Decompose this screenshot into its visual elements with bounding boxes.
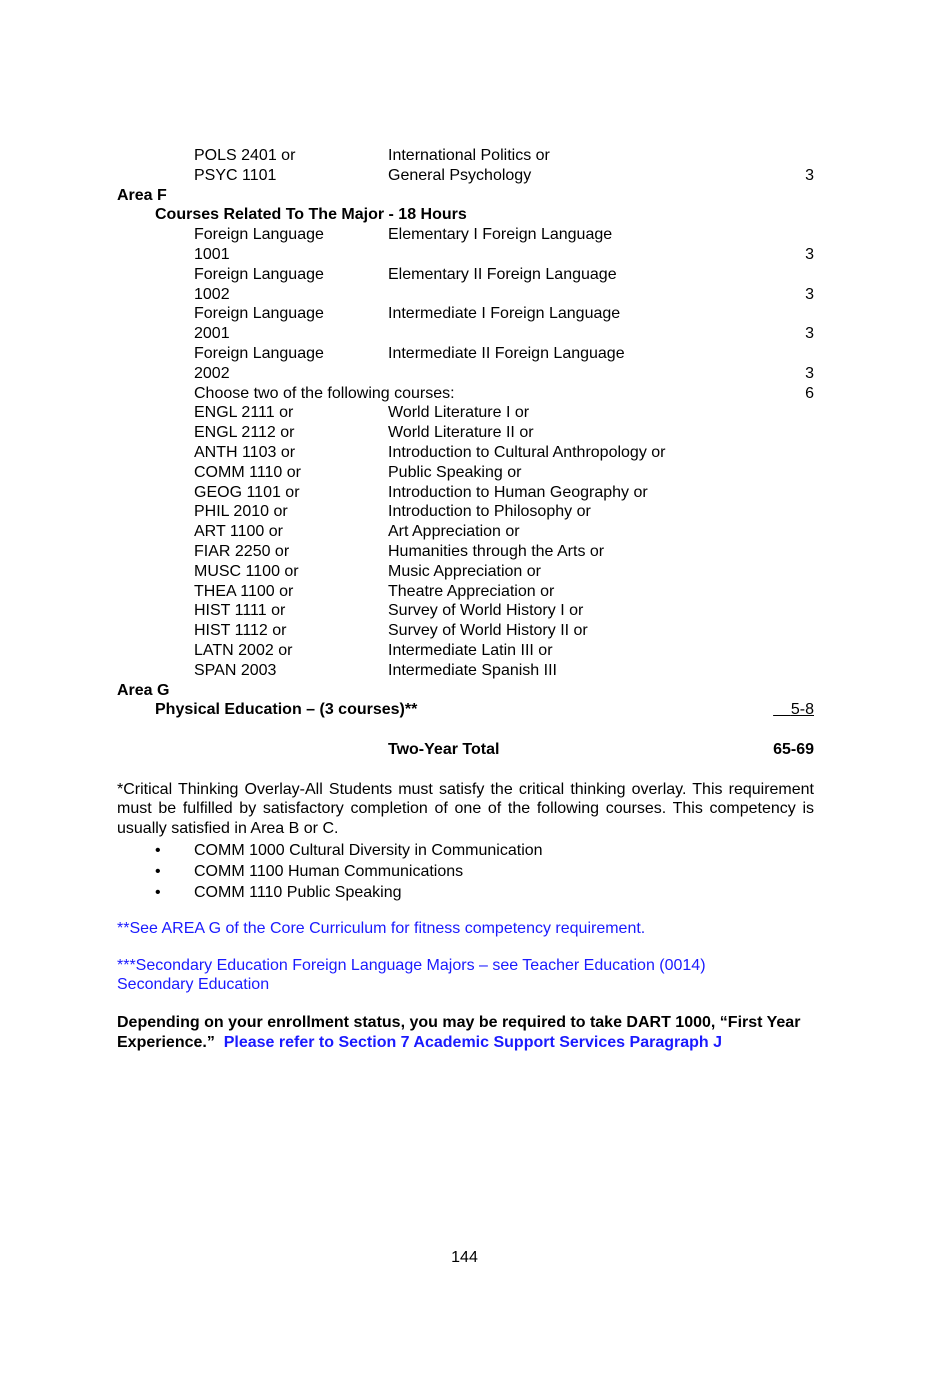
course-hours: 3 <box>805 166 814 184</box>
course-hours: 3 <box>805 245 814 263</box>
course-number: 1002 <box>194 285 230 303</box>
area-g-hours-value: 5-8 <box>790 701 814 719</box>
course-code: HIST 1112 or <box>194 622 287 640</box>
course-row <box>117 166 814 186</box>
course-code: ENGL 2111 or <box>194 404 294 422</box>
course-number: 2001 <box>194 325 230 343</box>
course-code: FIAR 2250 or <box>194 542 290 560</box>
option-row <box>117 502 814 522</box>
course-title: Intermediate Spanish III <box>388 661 557 679</box>
course-code: GEOG 1101 or <box>194 483 300 501</box>
course-title: Introduction to Cultural Anthropology or <box>388 443 666 461</box>
choose-text: Choose two of the following courses: <box>194 384 455 402</box>
course-title: Humanities through the Arts or <box>388 542 605 560</box>
language-row-number <box>117 285 814 305</box>
course-number: 2002 <box>194 364 230 382</box>
area-f-label-row <box>117 186 814 206</box>
language-row <box>117 304 814 324</box>
course-code: PHIL 2010 or <box>194 503 288 521</box>
dart-text: Depending on your enrollment status, you may be required to take DART 1000, “First Year Experience.” <box>117 1014 801 1052</box>
bullet: • <box>155 883 161 901</box>
option-row <box>117 582 814 602</box>
course-code: HIST 1111 or <box>194 602 286 620</box>
language-row <box>117 265 814 285</box>
option-row <box>117 562 814 582</box>
area-f-heading-row <box>117 205 814 225</box>
option-row <box>117 522 814 542</box>
option-row <box>117 403 814 423</box>
option-row <box>117 542 814 562</box>
course-code: ENGL 2112 or <box>194 424 295 442</box>
area-f-heading: Courses Related To The Major - 18 Hours <box>155 206 467 224</box>
course-code: ART 1100 or <box>194 523 283 541</box>
area-g-heading-row <box>117 700 814 720</box>
list-item-text: COMM 1000 Cultural Diversity in Communication <box>194 841 543 859</box>
choose-hours: 6 <box>805 384 814 402</box>
course-title: Intermediate Latin III or <box>388 641 553 659</box>
course-title: Survey of World History II or <box>388 622 588 640</box>
area-g-label-row <box>117 681 814 701</box>
course-code: Foreign Language <box>194 226 324 244</box>
course-title: International Politics or <box>388 147 550 164</box>
language-row-number <box>117 364 814 384</box>
course-code: Foreign Language <box>194 265 324 283</box>
list-item <box>117 840 814 861</box>
course-title: World Literature I or <box>388 404 530 422</box>
list-item <box>117 882 814 903</box>
area-g-heading: Physical Education – (3 courses)** <box>155 701 418 719</box>
critical-course-list <box>117 840 814 903</box>
course-title: Survey of World History I or <box>388 602 584 620</box>
choose-row <box>117 384 814 404</box>
course-code: LATN 2002 or <box>194 641 293 659</box>
option-row <box>117 641 814 661</box>
course-code: Foreign Language <box>194 344 324 362</box>
page-number: 144 <box>451 1249 478 1266</box>
course-hours: 3 <box>805 364 814 382</box>
language-row <box>117 225 814 245</box>
option-list <box>117 403 814 680</box>
course-code: ANTH 1103 or <box>194 443 296 461</box>
course-title: Introduction to Philosophy or <box>388 503 591 521</box>
course-code: SPAN 2003 <box>194 661 277 679</box>
total-row <box>117 740 814 760</box>
curriculum-page <box>117 146 814 1053</box>
course-code: POLS 2401 or <box>194 147 296 164</box>
section-7-link[interactable]: Please refer to Section 7 Academic Support Services Paragraph J <box>223 1034 722 1052</box>
course-number: 1001 <box>194 245 230 263</box>
area-g-hours <box>773 700 814 720</box>
course-code: COMM 1110 or <box>194 463 301 481</box>
course-hours: 3 <box>805 325 814 343</box>
list-item <box>117 861 814 882</box>
option-row <box>117 443 814 463</box>
course-title: Theatre Appreciation or <box>388 582 555 600</box>
course-title: Art Appreciation or <box>388 523 520 541</box>
option-row <box>117 661 814 681</box>
course-title: Elementary I Foreign Language <box>388 226 613 244</box>
course-title: World Literature II or <box>388 424 534 442</box>
course-title: Intermediate II Foreign Language <box>388 344 625 362</box>
fitness-note: **See AREA G of the Core Curriculum for fitness competency requirement. <box>117 919 646 937</box>
course-code: PSYC 1101 <box>194 166 277 184</box>
course-code: Foreign Language <box>194 305 324 323</box>
course-title: Music Appreciation or <box>388 562 541 580</box>
list-item-text: COMM 1110 Public Speaking <box>194 883 402 901</box>
bullet: • <box>155 841 161 859</box>
option-row <box>117 483 814 503</box>
course-code: MUSC 1100 or <box>194 562 299 580</box>
language-row <box>117 344 814 364</box>
area-g-label: Area G <box>117 681 170 699</box>
total-value: 65-69 <box>773 740 814 758</box>
list-item-text: COMM 1100 Human Communications <box>194 862 464 880</box>
option-row <box>117 423 814 443</box>
course-title: Introduction to Human Geography or <box>388 483 648 501</box>
option-row <box>117 621 814 641</box>
bullet: • <box>155 862 161 880</box>
course-row <box>117 146 814 166</box>
dart-requirement <box>117 1013 814 1053</box>
course-code: THEA 1100 or <box>194 582 294 600</box>
language-row-number <box>117 245 814 265</box>
course-hours: 3 <box>805 285 814 303</box>
option-row <box>117 601 814 621</box>
option-row <box>117 463 814 483</box>
course-title: Elementary II Foreign Language <box>388 265 617 283</box>
language-row-number <box>117 324 814 344</box>
total-label: Two-Year Total <box>388 740 500 758</box>
course-title: Intermediate I Foreign Language <box>388 305 621 323</box>
course-title: General Psychology <box>388 166 532 184</box>
secondary-education-note: ***Secondary Education Foreign Language Majors – see Teacher Education (0014) Secondary Education <box>117 956 706 994</box>
critical-thinking-note: *Critical Thinking Overlay-All Students must satisfy the critical thinking overlay. This requirement must be fulfilled by satisfactory completion of one of the following courses. This competency is usually satisfied in Area B or C. <box>117 780 814 838</box>
area-f-label: Area F <box>117 186 167 204</box>
course-title: Public Speaking or <box>388 463 522 481</box>
